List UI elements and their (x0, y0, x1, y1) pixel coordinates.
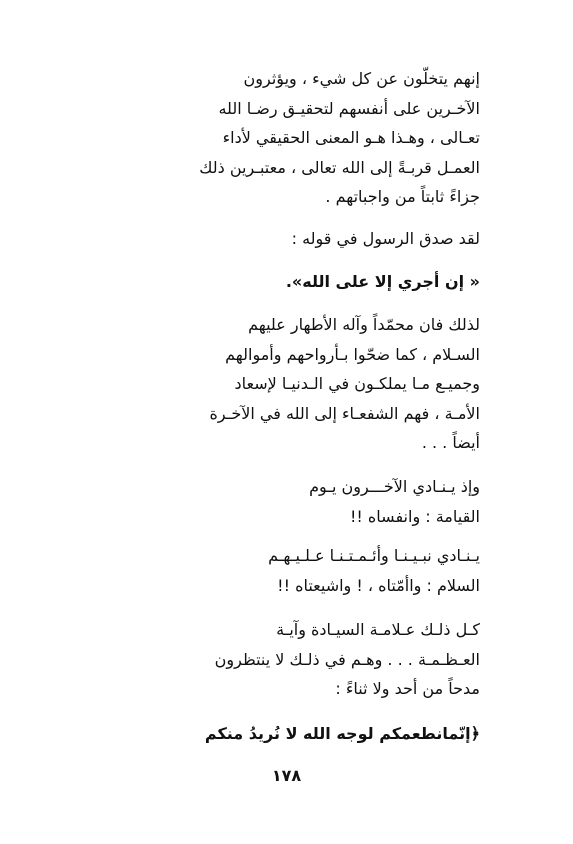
paragraph-5 (60, 472, 480, 531)
text-line: لذلك فان محمّداً وآله الأطهار عليهم (248, 315, 480, 334)
text-line: لقد صدق الرسول في قوله : (291, 229, 480, 248)
text-line: « إن أجري إلا على الله». (285, 272, 480, 291)
quran-verse (60, 719, 480, 749)
paragraph-7 (60, 615, 480, 704)
page-number: ١٧٨ (271, 766, 302, 785)
quote-hadith (60, 267, 480, 297)
text-line: الأمـة ، فهم الشفعـاء إلى الله في الآخـرة (209, 403, 480, 423)
text-line: السـلام ، كما ضحّوا بـأرواحهم وأموالهم (225, 344, 480, 364)
text-line: جزاءً ثابتاً من واجباتهم . (325, 187, 480, 206)
text-line: أيضاً . . . (421, 433, 480, 452)
text-line: العـظـمـة . . . وهـم في ذلـك لا ينتظرون (214, 649, 480, 669)
text-line: وجميـع مـا يملكـون في الـدنيـا لإسعاد (234, 374, 480, 393)
paragraph-6 (60, 541, 480, 600)
text-line: وإذ يـنـادي الآخـــرون يـوم (309, 477, 480, 496)
text-line: إنهم يتخلّون عن كل شيء ، ويؤثرون (243, 69, 480, 88)
text-line: يـنـادي نبـيـنـا وأئـمـتـنـا عـلـيـهـم (268, 546, 480, 565)
text-line: العمـل قربـةً إلى الله تعالى ، معتبـرين ذلك (199, 157, 480, 177)
paragraph-4 (60, 310, 480, 458)
text-line: تعـالى ، وهـذا هـو المعنى الحقيقي لأداء (222, 128, 480, 147)
paragraph-2 (60, 224, 480, 254)
text-line: القيامة : وانفساه !! (350, 506, 480, 526)
paragraph-1 (60, 64, 480, 212)
text-line: السلام : واأمّتاه ، ! واشيعتاه !! (277, 575, 480, 595)
text-line: كـل ذلـك عـلامـة السيـادة وآيـة (276, 620, 480, 639)
text-line: الآخـرين على أنفسهم لتحقيـق رضـا الله (218, 98, 480, 118)
text-line: ﴿إنّمانطعمكم لوجه الله لا نُريدُ منكم (204, 724, 480, 743)
text-line: مدحاً من أحد ولا ثناءً : (335, 679, 480, 698)
